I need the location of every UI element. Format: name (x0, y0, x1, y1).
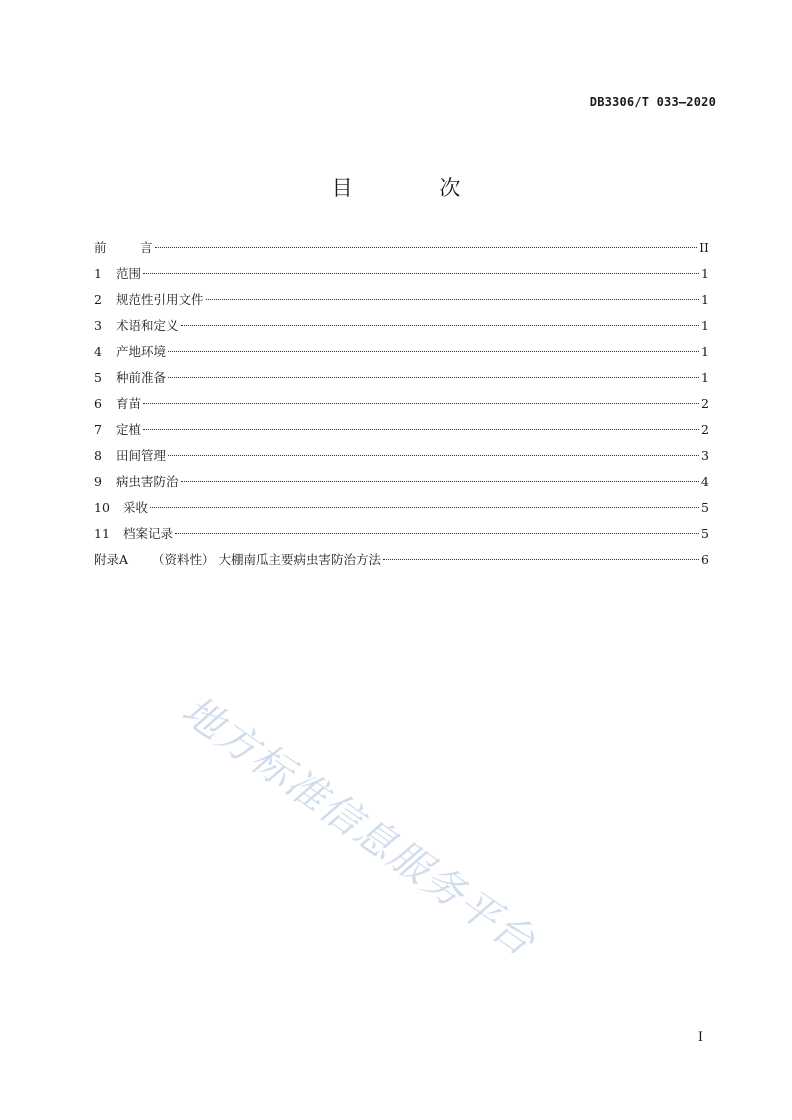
toc-entry[interactable] (94, 342, 709, 368)
toc-leader-dots (143, 429, 699, 430)
toc-entry-page: 2 (701, 396, 709, 411)
toc-entry-foreword[interactable] (94, 238, 709, 264)
toc-entry-number: 11 (94, 526, 110, 541)
toc-entry-number: 6 (94, 396, 102, 411)
toc-leader-dots (150, 507, 699, 508)
toc-entry-page: 4 (701, 474, 709, 489)
toc-entry[interactable] (94, 316, 709, 342)
watermark: 地方标准信息服务平台 (173, 687, 544, 966)
toc-entry[interactable] (94, 264, 709, 290)
toc-entry-label: 规范性引用文件 (116, 292, 204, 307)
toc-leader-dots (383, 559, 699, 560)
toc-entry-label: 言 (140, 240, 153, 255)
table-of-contents (94, 238, 709, 576)
toc-entry-page: 1 (701, 370, 709, 385)
toc-entry-annex[interactable] (94, 550, 709, 576)
toc-entry[interactable] (94, 446, 709, 472)
toc-entry[interactable] (94, 472, 709, 498)
toc-entry-number: 8 (94, 448, 102, 463)
toc-entry-number: 3 (94, 318, 102, 333)
toc-entry-label: 田间管理 (116, 448, 167, 463)
toc-entry-page: II (699, 240, 709, 255)
toc-entry-number: 7 (94, 422, 102, 437)
toc-entry-page: 5 (701, 500, 709, 515)
toc-entry-page: 2 (701, 422, 709, 437)
toc-leader-dots (143, 273, 699, 274)
toc-entry-number: 1 (94, 266, 102, 281)
toc-entry-page: 6 (701, 552, 709, 567)
toc-entry-label: 术语和定义 (116, 318, 179, 333)
toc-entry-page: 5 (701, 526, 709, 541)
toc-entry-page: 1 (701, 266, 709, 281)
toc-leader-dots (175, 533, 699, 534)
page-title: 目 次 (331, 176, 501, 200)
toc-entry-label: 育苗 (116, 396, 142, 411)
toc-entry[interactable] (94, 420, 709, 446)
toc-entry-label: 产地环境 (116, 344, 167, 359)
toc-entry-number: 10 (94, 500, 110, 515)
toc-entry-page: 1 (701, 292, 709, 307)
toc-entry-page: 1 (701, 318, 709, 333)
toc-entry-label: 范围 (116, 266, 142, 281)
toc-entry-number: 5 (94, 370, 102, 385)
toc-leader-dots (155, 247, 698, 248)
toc-entry-number: 2 (94, 292, 102, 307)
toc-entry-number: 附录A (94, 552, 129, 567)
toc-entry[interactable] (94, 524, 709, 550)
toc-leader-dots (168, 455, 699, 456)
toc-leader-dots (143, 403, 699, 404)
toc-entry[interactable] (94, 368, 709, 394)
page-number: I (697, 1030, 703, 1045)
toc-entry-page: 1 (701, 344, 709, 359)
toc-entry-page: 3 (701, 448, 709, 463)
toc-entry-label: 病虫害防治 (116, 474, 179, 489)
toc-entry[interactable] (94, 394, 709, 420)
toc-leader-dots (168, 351, 699, 352)
toc-entry-number: 前 (94, 240, 107, 255)
toc-leader-dots (181, 481, 700, 482)
toc-entry-number: 4 (94, 344, 102, 359)
toc-entry-label: 定植 (116, 422, 142, 437)
toc-leader-dots (181, 325, 700, 326)
toc-entry-number: 9 (94, 474, 102, 489)
toc-leader-dots (206, 299, 700, 300)
document-code: DB3306/T 033—2020 (589, 95, 716, 109)
toc-leader-dots (168, 377, 699, 378)
toc-entry-label: （资料性） 大棚南瓜主要病虫害防治方法 (152, 552, 381, 567)
toc-entry-label: 档案记录 (123, 526, 174, 541)
toc-entry[interactable] (94, 498, 709, 524)
toc-entry[interactable] (94, 290, 709, 316)
toc-entry-label: 采收 (123, 500, 149, 515)
toc-entry-label: 种前准备 (116, 370, 167, 385)
